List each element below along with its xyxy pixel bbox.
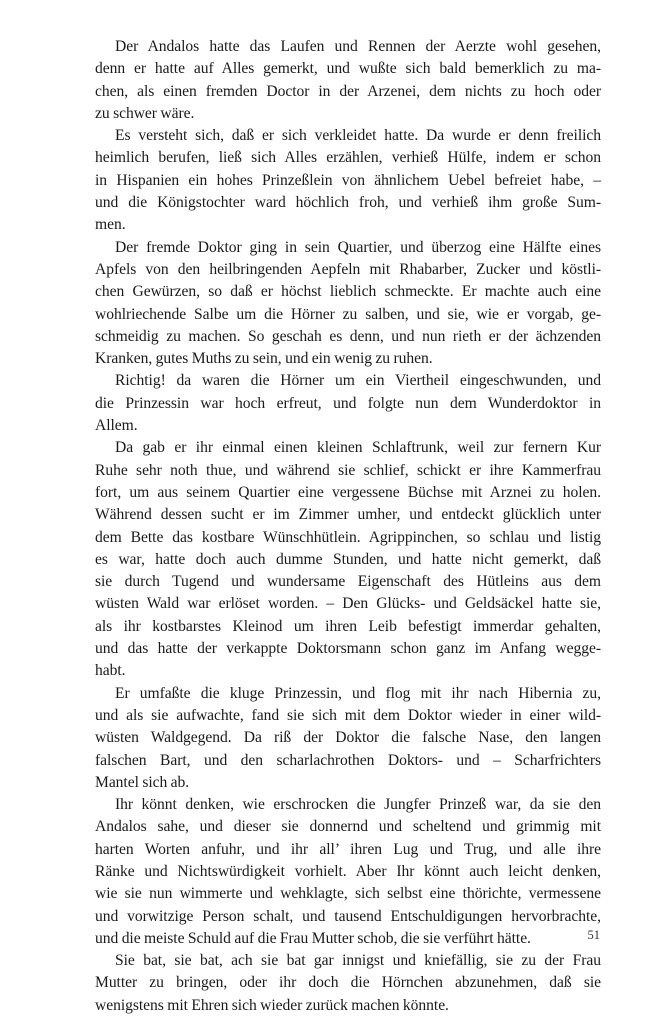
text-line: und das hatte der verkappte Doktorsmann schon ganz im Anfang wegge- (95, 640, 601, 658)
text-line: heimlich berufen, ließ sich Alles erzählen, verhieß Hülfe, indem er schon (95, 149, 601, 167)
text-line: und vorwitzige Person schalt, und tausend Entschuldigungen hervorbrachte, (95, 907, 601, 925)
text-line: zu schwer wäre. (95, 104, 195, 122)
text-line: sie durch Tugend und wundersame Eigenschaft des Hütleins aus dem (95, 573, 601, 591)
text-line: Richtig! da waren die Hörner um ein Viertheil eingeschwunden, und (115, 372, 601, 390)
text-line: Der Andalos hatte das Laufen und Rennen der Aerzte wohl gesehen, (115, 38, 601, 55)
text-line: als ihr kostbarstes Kleinod um ihren Leib befestigt immerdar gehalten, (95, 617, 601, 635)
paragraph (95, 370, 601, 437)
text-line: wenigstens mit Ehren sich wieder zurück machen könnte. (95, 996, 449, 1014)
paragraph (95, 36, 601, 125)
text-line: und als sie aufwachte, fand sie sich mit dem Doktor wieder in einer wild- (95, 706, 601, 724)
paragraph (95, 237, 601, 371)
paragraph (95, 794, 601, 950)
text-line: habt. (95, 662, 126, 680)
text-line: wüsten Waldgegend. Da riß der Doktor die falsche Nase, den langen (95, 729, 601, 747)
text-line: Während dessen sucht er im Zimmer umher, und entdeckt glücklich unter (95, 506, 601, 524)
text-line: Kranken, gutes Muths zu sein, und ein wenig zu ruhen. (95, 350, 433, 368)
text-line: Sie bat, sie bat, ach sie bat gar innigst und kniefällig, sie zu der Frau (115, 952, 601, 970)
text-line: und die meiste Schuld auf die Frau Mutter schob, die sie verführt hätte. (95, 929, 531, 947)
text-line: men. (95, 216, 126, 234)
body-text (95, 36, 601, 1017)
paragraph (95, 683, 601, 794)
text-line: Es versteht sich, daß er sich verkleidet hatte. Da wurde er denn freilich (115, 127, 601, 145)
text-line: chen Gewürzen, so daß er höchst lieblich schmeckte. Er machte auch eine (95, 283, 601, 301)
text-line: Da gab er ihr einmal einen kleinen Schlaftrunk, weil zur fernern Kur (115, 439, 601, 457)
page-number: 51 (587, 928, 600, 942)
text-line: chen, als einen fremden Doctor in der Arzenei, dem nichts zu hoch oder (95, 82, 601, 100)
text-line: harten Worten anfuhr, und ihr all’ ihren Lug und Trug, und alle ihre (95, 840, 601, 858)
paragraph (95, 950, 601, 1017)
text-line: Apfels von den heilbringenden Aepfeln mit Rhabarber, Zucker und köstli- (95, 260, 601, 278)
text-line: in Hispanien ein hohes Prinzeßlein von ähnlichem Uebel befreiet habe, – (95, 171, 601, 189)
text-line: Ruhe sehr noth thue, und während sie schlief, schickt er ihre Kammerfrau (95, 461, 601, 479)
text-line: wüsten Wald war erlöset worden. – Den Glücks- und Geldsäckel hatte sie, (95, 595, 601, 613)
text-line: Er umfaßte die kluge Prinzessin, und flog mit ihr nach Hibernia zu, (115, 684, 601, 702)
paragraph (95, 125, 601, 236)
text-line: Ihr könnt denken, wie erschrocken die Jungfer Prinzeß war, da sie den (115, 796, 601, 814)
text-line: wie sie nun wimmerte und wehklagte, sich selbst eine thörichte, vermessene (95, 885, 601, 903)
text-line: dem Bette das kostbare Wünschhütlein. Agrippinchen, so schlau und listig (95, 528, 601, 546)
text-line: es war, hatte doch auch dumme Stunden, und hatte nicht gemerkt, daß (95, 550, 601, 568)
text-line: Andalos sahe, und dieser sie donnernd und scheltend und grimmig mit (95, 818, 601, 836)
text-line: Allem. (95, 417, 138, 435)
text-line: denn er hatte auf Alles gemerkt, und wußte sich bald bemerklich zu ma- (95, 60, 601, 78)
text-line: schmeidig zu machen. So geschah es denn, und nun rieth er der ächzenden (95, 327, 601, 345)
text-line: wohlriechende Salbe um die Hörner zu salben, und sie, wie er vorgab, ge- (95, 305, 601, 323)
paragraph (95, 437, 601, 682)
text-line: Mutter zu bringen, oder ihr doch die Hörnchen abzunehmen, daß sie (95, 974, 601, 992)
text-line: Mantel sich ab. (95, 773, 190, 791)
text-line: die Prinzessin war hoch erfreut, und folgte nun dem Wunderdoktor in (95, 394, 601, 412)
text-line: und die Königstochter ward höchlich froh, und verhieß ihm große Sum- (95, 194, 601, 212)
text-line: Der fremde Doktor ging in sein Quartier, und überzog eine Hälfte eines (115, 238, 601, 256)
text-line: falschen Bart, und den scharlachrothen Doktors- und – Scharfrichters (95, 751, 601, 769)
text-line: fort, um aus seinem Quartier eine vergessene Büchse mit Arznei zu holen. (95, 483, 601, 501)
text-line: Ränke und Nichtswürdigkeit vorhielt. Aber Ihr könnt auch leicht denken, (95, 862, 601, 880)
